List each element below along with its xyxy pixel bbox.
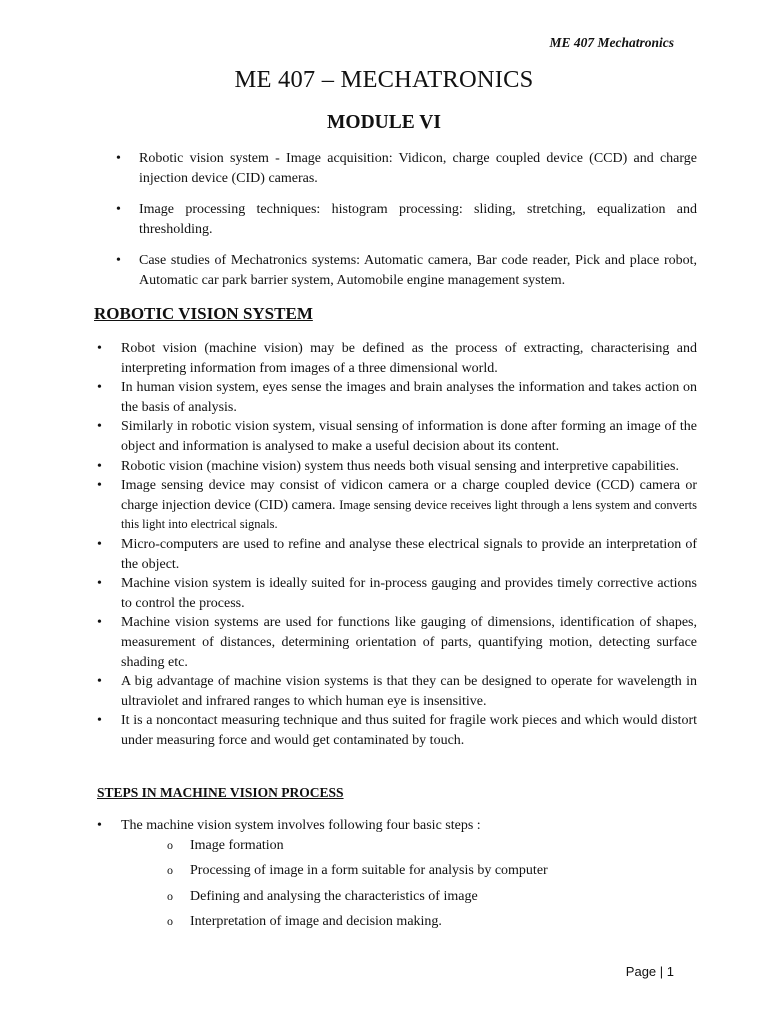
list-item: • In human vision system, eyes sense the images and brain analyses the information and takes action on the basis of analysis. <box>97 378 697 417</box>
section-heading: ROBOTIC VISION SYSTEM <box>94 304 313 323</box>
camera-point-small-text: Image sensing device receives light through a lens system and converts this light into electrical signals. <box>121 497 697 532</box>
list-item: • A big advantage of machine vision systems is that they can be designed to operate for wavelength in ultraviolet and infrared ranges to which human eye is insensitive. <box>97 672 697 711</box>
syllabus-item: • Image processing techniques: histogram processing: sliding, stretching, equalization and thresholding. <box>116 200 697 240</box>
page-number: Page | 1 <box>625 964 674 979</box>
steps-intro: • The machine vision system involves following four basic steps : <box>97 816 697 836</box>
list-item: • Machine vision system is ideally suited for in-process gauging and provides timely corrective actions to control the process. <box>97 574 697 613</box>
list-item: • Machine vision systems are used for functions like gauging of dimensions, identification of shapes, measurement of distances, determining orientation of parts, quantifying motion, detecting surface shading etc. <box>97 613 697 672</box>
list-item: • Robot vision (machine vision) may be defined as the process of extracting, characterising and interpreting information from images of a three dimensional world. <box>97 339 697 378</box>
document-title: ME 407 – MECHATRONICS <box>234 66 534 93</box>
step-item: o Defining and analysing the characteristics of image <box>167 887 687 907</box>
module-title: MODULE VI <box>327 112 441 133</box>
robotic-vision-points <box>97 339 697 750</box>
list-item: • Micro-computers are used to refine and analyse these electrical signals to provide an interpretation of the object. <box>97 535 697 574</box>
syllabus-list <box>116 149 697 302</box>
steps-sublist <box>167 836 687 938</box>
steps-heading: STEPS IN MACHINE VISION PROCESS <box>97 785 344 800</box>
syllabus-item: • Case studies of Mechatronics systems: Automatic camera, Bar code reader, Pick and place robot, Automatic car park barrier system, Automobile engine management system. <box>116 251 697 291</box>
step-item: o Processing of image in a form suitable for analysis by computer <box>167 861 687 881</box>
syllabus-item: • Robotic vision system - Image acquisition: Vidicon, charge coupled device (CCD) and charge injection device (CID) cameras. <box>116 149 697 189</box>
list-item: • Similarly in robotic vision system, visual sensing of information is done after forming an image of the object and information is analysed to make a useful decision about its content. <box>97 417 697 456</box>
running-header: ME 407 Mechatronics <box>549 35 674 50</box>
camera-point-text: Image sensing device may consist of vidicon camera or a charge coupled device (CCD) camera or charge injection device (CID) camera. <box>121 478 697 513</box>
list-item: • Robotic vision (machine vision) system thus needs both visual sensing and interpretive capabilities. <box>97 457 697 477</box>
list-item: • It is a noncontact measuring technique and thus suited for fragile work pieces and which would distort under measuring force and would get contaminated by touch. <box>97 711 697 750</box>
step-item: o Image formation <box>167 836 687 856</box>
list-item <box>97 476 697 535</box>
steps-intro-list <box>97 816 697 836</box>
step-item: o Interpretation of image and decision making. <box>167 912 687 932</box>
